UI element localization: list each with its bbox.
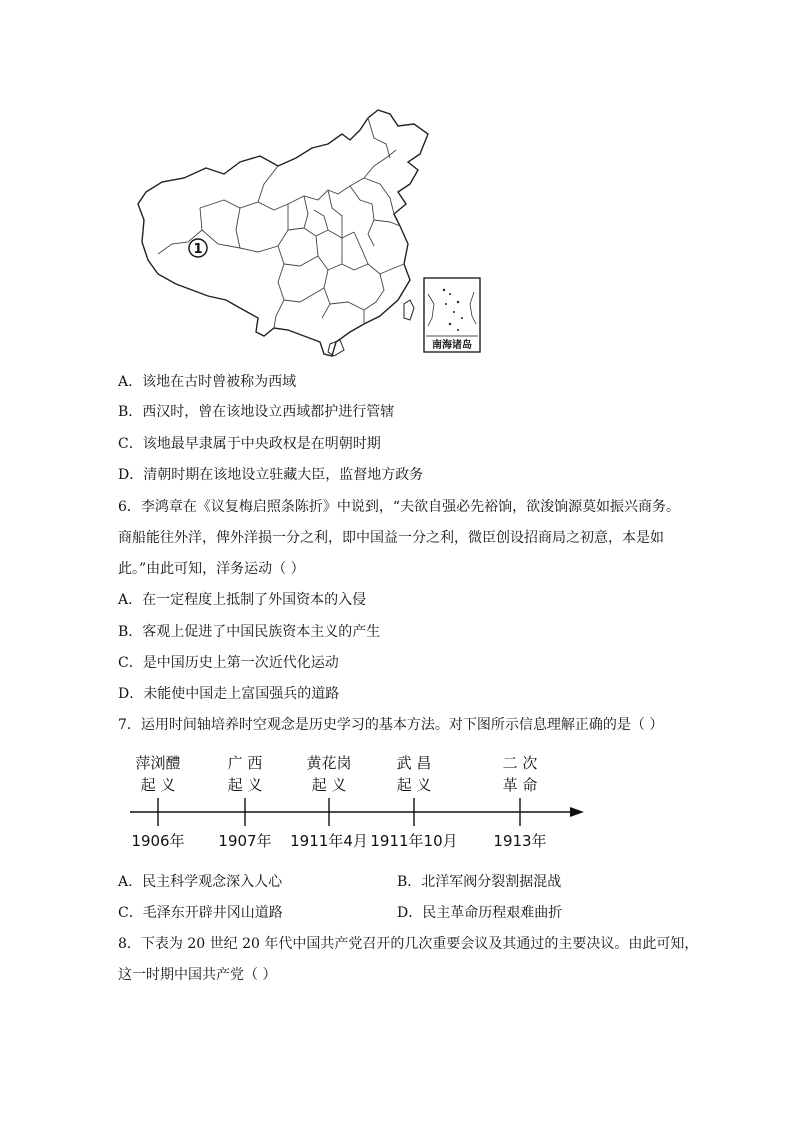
- q7-option-a[interactable]: A．民主科学观念深入人心: [118, 874, 283, 890]
- q6-option-d[interactable]: D．未能使中国走上富国强兵的道路: [118, 686, 340, 702]
- timeline-event-line1: 武 昌: [396, 754, 432, 772]
- china-map: [128, 104, 484, 360]
- timeline-year: 1906年: [131, 832, 185, 850]
- timeline-event-line1: 广 西: [227, 754, 263, 772]
- q5-option-a[interactable]: A．该地在古时曾被称为西域: [118, 374, 297, 390]
- q5-option-b[interactable]: B．西汉时，曾在该地设立西域都护进行管辖: [118, 404, 395, 420]
- q6-stem-line-2: 商船能往外洋，俾外洋损一分之利，即中国益一分之利，微臣创设招商局之初意，本是如: [118, 530, 664, 546]
- q7-option-c[interactable]: C．毛泽东开辟井冈山道路: [118, 905, 283, 921]
- q6-stem-line-3: 此。”由此可知，洋务运动（ ）: [118, 561, 305, 577]
- q6-option-a[interactable]: A．在一定程度上抵制了外国资本的入侵: [118, 592, 367, 608]
- timeline-arrow-icon: [570, 807, 584, 817]
- q6-stem-line-1: 6．李鸿章在《议复梅启照条陈折》中说到，“夫欲自强必先裕饷，欲浚饷源莫如振兴商务。: [118, 499, 681, 515]
- timeline-year: 1911年4月: [290, 832, 368, 850]
- timeline-event-line2: 起 义: [227, 776, 263, 794]
- q6-option-b[interactable]: B．客观上促进了中国民族资本主义的产生: [118, 624, 381, 640]
- q8-stem-line-2: 这一时期中国共产党（ ）: [118, 967, 277, 983]
- timeline-year: 1913年: [493, 832, 547, 850]
- south-china-sea-inset: [424, 278, 480, 352]
- timeline-event-line1: 黄花岗: [306, 754, 352, 772]
- timeline-year: 1911年10月: [370, 832, 458, 850]
- china-outline: [138, 110, 428, 356]
- timeline-event-line2: 起 义: [140, 776, 176, 794]
- timeline-event-line2: 革 命: [502, 776, 538, 794]
- china-map-figure: [128, 104, 484, 360]
- q5-option-d[interactable]: D．清朝时期在该地设立驻藏大臣，监督地方政务: [118, 467, 424, 483]
- q7-stem: 7．运用时间轴培养时空观念是历史学习的基本方法。对下图所示信息理解正确的是（ ）: [118, 717, 664, 733]
- q7-option-d[interactable]: D．民主革命历程艰难曲折: [397, 905, 563, 921]
- q7-option-b[interactable]: B．北洋军阀分裂割据混战: [397, 874, 562, 890]
- taiwan-island: [404, 300, 414, 320]
- timeline-event-line1: 萍浏醴: [135, 754, 181, 772]
- timeline-event-line1: 二 次: [502, 754, 538, 772]
- province-borders: [158, 118, 404, 328]
- q5-option-c[interactable]: C．该地最早隶属于中央政权是在明朝时期: [118, 436, 381, 452]
- q6-option-c[interactable]: C．是中国历史上第一次近代化运动: [118, 655, 339, 671]
- inset-label: 南海诸岛: [432, 340, 472, 351]
- timeline-svg: [124, 748, 590, 858]
- timeline-figure: [124, 748, 590, 858]
- q8-stem-line-1: 8．下表为 20 世纪 20 年代中国共产党召开的几次重要会议及其通过的主要决议。由此可知，: [118, 936, 699, 952]
- timeline-year: 1907年: [218, 832, 272, 850]
- timeline-event-line2: 起 义: [396, 776, 432, 794]
- svg-text:1: 1: [193, 242, 203, 257]
- timeline-event-line2: 起 义: [311, 776, 347, 794]
